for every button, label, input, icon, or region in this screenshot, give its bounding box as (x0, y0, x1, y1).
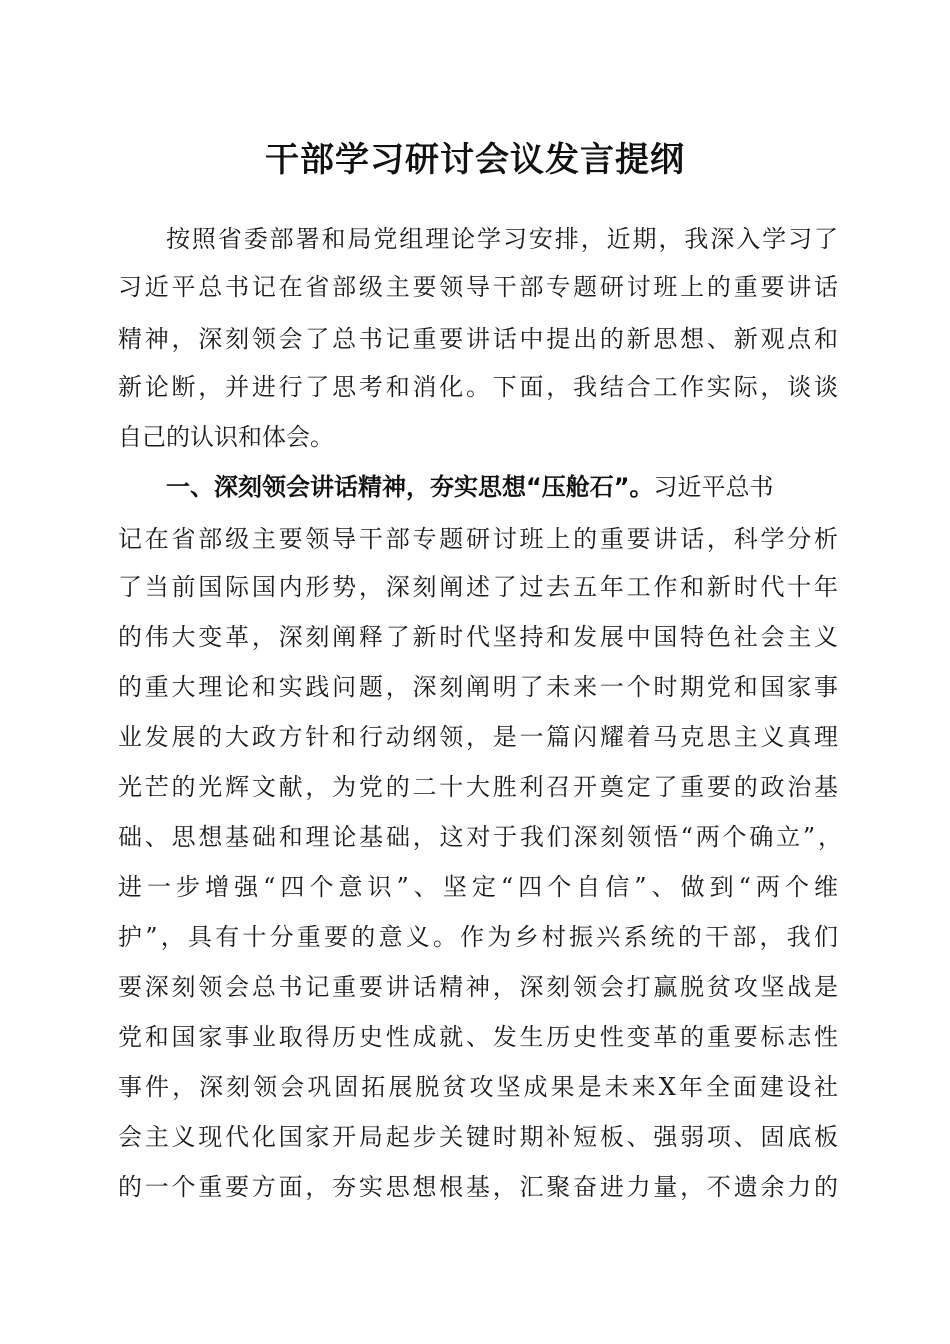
section1-first-line (166, 466, 838, 508)
section1-heading: 一、深刻领会讲话精神，夯实思想“压舱石”。 (166, 473, 654, 501)
section1-line: 的重大理论和实践问题，深刻阐明了未来一个时期党和国家事 (118, 673, 838, 701)
section1-line: 进一步增强“四个意识”、坚定“四个自信”、做到“两个维 (118, 873, 838, 901)
section1-line: 光芒的光辉文献，为党的二十大胜利召开奠定了重要的政治基 (118, 773, 838, 801)
section1-line: 了当前国际国内形势，深刻阐述了过去五年工作和新时代十年 (118, 573, 838, 601)
section1-line: 业发展的大政方针和行动纲领，是一篇闪耀着马克思主义真理 (118, 723, 838, 751)
section1-line: 的一个重要方面，夯实思想根基，汇聚奋进力量，不遗余力的 (118, 1173, 838, 1201)
intro-line: 精神，深刻领会了总书记重要讲话中提出的新思想、新观点和 (118, 325, 838, 353)
section1-line: 会主义现代化国家开局起步关键时期补短板、强弱项、固底板 (118, 1123, 838, 1151)
section1-line: 记在省部级主要领导干部专题研讨班上的重要讲话，科学分析 (118, 525, 838, 553)
section1-line: 础、思想基础和理论基础，这对于我们深刻领悟“两个确立”， (118, 823, 842, 851)
intro-line: 按照省委部署和局党组理论学习安排，近期，我深入学习了 (166, 225, 838, 253)
section1-line: 护”，具有十分重要的意义。作为乡村振兴系统的干部，我们 (118, 923, 838, 951)
section1-line: 要深刻领会总书记重要讲话精神，深刻领会打赢脱贫攻坚战是 (118, 973, 838, 1001)
section1-line: 事件，深刻领会巩固拓展脱贫攻坚成果是未来X年全面建设社 (118, 1073, 838, 1101)
section1-first-line-tail: 习近平总书 (653, 473, 774, 501)
intro-line: 自己的认识和体会。 (118, 423, 334, 451)
section1-line: 党和国家事业取得历史性成就、发生历史性变革的重要标志性 (118, 1023, 838, 1051)
section1-line: 的伟大变革，深刻阐释了新时代坚持和发展中国特色社会主义 (118, 623, 838, 651)
intro-line: 习近平总书记在省部级主要领导干部专题研讨班上的重要讲话 (118, 273, 838, 301)
intro-line: 新论断，并进行了思考和消化。下面，我结合工作实际，谈谈 (118, 373, 838, 401)
page-title: 干部学习研讨会议发言提纲 (265, 140, 685, 180)
